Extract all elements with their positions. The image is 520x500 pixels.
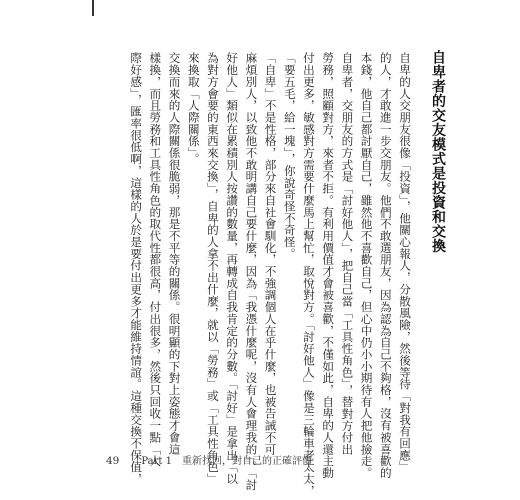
text-column: 勞務，照顧對方，來者不拒。有利用價值才會被喜歡，不僅如此，自卑的人還主動 [321, 52, 336, 479]
text-column: 為對方會要的東西來交換」，自卑的人拿不出什麼，就以「勞務」或「工具性角色」 [205, 52, 220, 485]
page-footer [106, 452, 312, 467]
section-heading: 自卑者的交友模式是投資和交換 [430, 50, 446, 253]
text-column: 「自卑」不是性格，部分來自社會馴化，不強調個人在乎什麼，也被告誡不可 [263, 52, 278, 455]
text-column: 自卑者，交朋友的方式是「討好他人」，把自己當「工具性角色」，替對方付出 [340, 52, 355, 456]
text-column: 好他人」類似在累積別人按讚的數量，再轉成自我肯定的分數。「討好」是拿出「以 [225, 52, 240, 485]
text-column: 的人，才敢進一步交朋友。他們不敢選朋友，因為認為自己不夠格，沒有被喜歡的 [378, 52, 393, 479]
text-column: 樣換，而且勞務和工具性角色的取代性都很高，付出很多，然後只回收一點「人 [148, 52, 163, 467]
page-number: 49 [106, 455, 120, 467]
part-label: Part 1 重新找回，對自己的正確評價 [141, 456, 312, 467]
page-edge-mark [92, 0, 94, 16]
text-column: 付出更多，敏感對方需要什麼馬上幫忙，取悅對方。「討好他人」像是三輪車老太太， [301, 52, 316, 497]
text-column: 際好感」，匯率很低啊，這樣的人於是要付出更多才能維持情誼。這種交換不保值， [129, 52, 144, 485]
text-column: 來換取「人際關係」。 [186, 52, 201, 165]
text-column: 本錢，他自己都討厭自己，雖然他不喜歡自己，但心中仍小小期待有人把他撿走。 [359, 52, 374, 479]
text-column: 麻煩別人，以致他不敢明講自己要什麼，因為「我憑什麼呢，沒有人會理我的」。「討 [244, 52, 259, 491]
text-column: 「要五毛，給一塊」，你說奇怪不奇怪。 [282, 52, 297, 260]
body-text [126, 52, 414, 497]
text-column: 交換而來的人際關係很脆弱，那是不平等的關係。很明顯的下對上姿態才會這 [167, 52, 182, 455]
text-column: 自卑的人交朋友很像「投資」，他關心報人，分散風險，然後等待「對我有回應」 [398, 52, 412, 473]
